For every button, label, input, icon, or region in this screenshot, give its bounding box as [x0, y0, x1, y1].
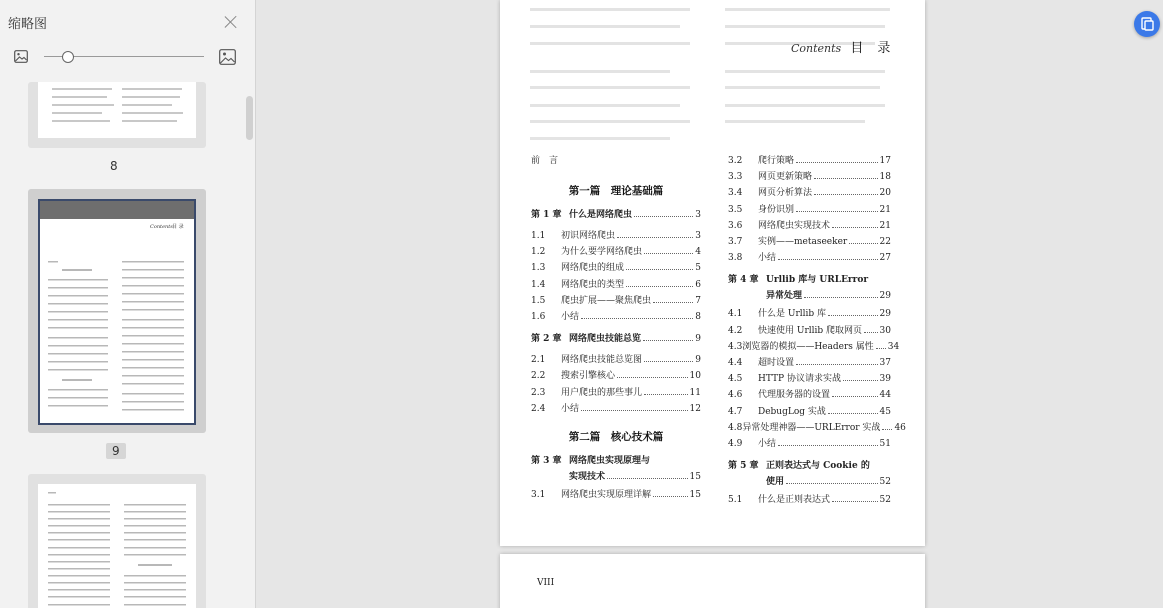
toc-section-entry[interactable]: [728, 206, 891, 215]
toc-section-entry[interactable]: [728, 440, 891, 449]
toc-section-entry[interactable]: [728, 238, 891, 247]
toc-entry-title: 什么是网络爬虫: [569, 210, 633, 220]
toc-section-entry[interactable]: [531, 281, 701, 290]
thumbnail-image: [38, 82, 196, 138]
toc-leader-dots: [796, 162, 878, 163]
toc-chapter-entry[interactable]: [728, 462, 891, 471]
toc-entry-title: 什么是 Urllib 库: [758, 309, 827, 320]
thumbnail-page-10[interactable]: [28, 474, 206, 608]
toc-entry-title: 网页更新策略: [758, 172, 813, 183]
toc-entry-number: 第 2 章: [531, 334, 562, 345]
toc-entry-title: HTTP 协议请求实战: [758, 374, 841, 385]
toc-leader-dots: [786, 483, 878, 484]
toc-entry-title: 为什么要学网络爬虫: [561, 247, 643, 258]
toc-section-entry[interactable]: [531, 313, 701, 322]
toc-entry-page: 30: [879, 325, 891, 336]
toc-entry-title: 正则表达式与 Cookie 的: [766, 461, 870, 472]
toc-leader-dots: [849, 243, 877, 244]
toc-section-entry[interactable]: [531, 232, 701, 241]
toc-entry-title: 快速使用 Urllib 爬取网页: [758, 325, 863, 336]
toc-entry-title: 网络爬虫技能总览: [569, 334, 642, 345]
toc-chapter-entry[interactable]: [531, 473, 701, 482]
toc-preface: 前 言: [531, 156, 559, 166]
thumbnail-image: [38, 199, 196, 425]
toc-entry-number: 4.5: [728, 374, 743, 385]
toc-chapter-entry[interactable]: [728, 276, 891, 285]
toc-section-entry[interactable]: [531, 389, 701, 398]
toc-leader-dots: [634, 216, 693, 217]
page-number: VIII: [537, 578, 555, 588]
toc-leader-dots: [607, 478, 688, 479]
toc-leader-dots: [804, 297, 878, 298]
toc-chapter-entry[interactable]: [728, 292, 891, 301]
toc-leader-dots: [644, 253, 693, 254]
toc-leader-dots: [796, 211, 878, 212]
toc-entry-number: 3.8: [728, 253, 743, 264]
toc-leader-dots: [626, 286, 693, 287]
toc-entry-title: 浏览器的模拟——Headers 属性: [742, 341, 874, 352]
thumbnail-sidebar: [0, 0, 256, 608]
toc-entry-title: 网络爬虫的类型: [561, 279, 625, 290]
toc-leader-dots: [814, 194, 878, 195]
sidebar-scrollbar[interactable]: [246, 96, 253, 140]
toc-entry-page: 9: [695, 355, 701, 366]
document-page-9: [500, 0, 925, 546]
toc-leader-dots: [626, 269, 693, 270]
toc-entry-title: 小结: [561, 403, 580, 414]
toc-entry-page: 29: [879, 291, 891, 302]
toc-entry-number: 3.4: [728, 188, 743, 199]
toc-entry-page: 52: [879, 495, 891, 506]
toc-entry-page: 4: [695, 247, 701, 258]
toc-entry-number: 4.2: [728, 325, 743, 336]
toc-leader-dots: [643, 340, 693, 341]
toc-entry-page: 27: [879, 253, 891, 264]
toc-entry-page: 20: [879, 188, 891, 199]
toc-section-entry[interactable]: [728, 189, 891, 198]
image-large-icon[interactable]: [219, 49, 236, 65]
toc-section-entry[interactable]: [728, 327, 891, 336]
toc-entry-title: 网络爬虫实现原理与: [569, 456, 651, 466]
toc-section-entry[interactable]: [728, 496, 891, 505]
toc-entry-page: 11: [689, 387, 701, 398]
toc-entry-number: 3.2: [728, 156, 743, 166]
toc-entry-title: 代理服务器的设置: [758, 390, 831, 401]
toc-part-title: 第一篇 理论基础篇: [568, 185, 664, 197]
toc-entry-number: 3.1: [531, 490, 546, 500]
toc-chapter-entry[interactable]: [531, 457, 701, 466]
toc-section-entry[interactable]: [728, 254, 891, 263]
toc-leader-dots: [828, 413, 878, 414]
toc-leader-dots: [778, 445, 878, 446]
thumbnail-label: 8: [110, 159, 118, 173]
toc-entry-title: DebugLog 实战: [758, 406, 826, 417]
toc-leader-dots: [828, 315, 878, 316]
toc-entry-page: 10: [689, 371, 701, 382]
toc-section-entry[interactable]: [728, 391, 891, 400]
svg-text:目 录: 目 录: [172, 224, 184, 230]
toc-section-entry[interactable]: [728, 422, 906, 433]
toc-section-entry[interactable]: [728, 173, 891, 182]
toc-entry-page: 44: [879, 390, 891, 401]
toc-entry-title: 爬行策略: [758, 156, 795, 166]
toc-entry-number: 1.3: [531, 263, 546, 274]
toc-leader-dots: [814, 178, 878, 179]
thumbnail-label: 9: [106, 443, 126, 459]
toc-entry-page: 52: [879, 477, 891, 488]
toc-heading: [791, 37, 904, 56]
page-show-through: [500, 0, 925, 160]
toc-leader-dots: [882, 429, 892, 430]
toc-entry-page: 7: [695, 295, 701, 306]
toc-section-entry[interactable]: [531, 372, 701, 381]
toc-leader-dots: [617, 377, 688, 378]
toc-section-entry[interactable]: [728, 359, 891, 368]
toc-entry-title: 超时设置: [758, 358, 795, 368]
toc-chapter-entry[interactable]: [728, 478, 891, 487]
toc-entry-page: 9: [695, 334, 701, 345]
toc-entry-page: 21: [879, 204, 891, 215]
toc-entry-title: 使用: [766, 477, 785, 488]
toc-entry-number: 1.5: [531, 295, 546, 306]
toc-entry-number: 1.6: [531, 312, 546, 322]
toc-entry-title: 网络爬虫实现原理详解: [561, 490, 652, 500]
toc-part-title: 第二篇 核心技术篇: [568, 431, 664, 443]
zoom-slider-handle[interactable]: [62, 51, 74, 63]
toc-leader-dots: [796, 364, 878, 365]
toc-chapter-entry[interactable]: [531, 335, 701, 344]
toc-entry-number: 2.2: [531, 371, 546, 382]
document-page-10: [500, 554, 925, 608]
toc-section-entry[interactable]: [728, 310, 891, 319]
toc-entry-title: 身份识别: [758, 204, 795, 215]
toc-entry-page: 3: [695, 231, 701, 241]
toc-entry-number: 5.1: [728, 495, 743, 506]
toc-entry-number: 4.3: [728, 341, 743, 352]
toc-entry-title: 异常处理神器——URLError 实战: [742, 422, 881, 433]
toc-entry-page: 8: [695, 312, 701, 322]
toc-section-entry[interactable]: [531, 264, 701, 273]
toc-section-entry[interactable]: [728, 157, 891, 166]
toc-entry-number: 4.4: [728, 358, 743, 368]
toc-entry-page: 5: [695, 263, 701, 274]
toc-entry-page: 3: [695, 210, 701, 220]
toc-entry-page: 46: [894, 422, 906, 433]
toc-entry-number: 4.7: [728, 406, 743, 417]
toc-leader-dots: [876, 348, 886, 349]
toc-entry-number: 4.9: [728, 439, 743, 449]
toc-entry-number: 2.1: [531, 355, 546, 366]
close-icon[interactable]: [222, 13, 240, 31]
toc-entry-title: 异常处理: [766, 291, 803, 302]
toc-entry-page: 29: [879, 309, 891, 320]
toc-leader-dots: [653, 496, 688, 497]
app-logo-icon[interactable]: [1134, 11, 1160, 37]
toc-entry-number: 1.4: [531, 279, 546, 290]
toc-entry-page: 15: [689, 472, 701, 482]
toc-section-entry[interactable]: [531, 491, 701, 500]
toc-entry-number: 1.2: [531, 247, 546, 258]
thumbnail-image: [38, 484, 196, 608]
toc-entry-page: 6: [695, 279, 701, 290]
toc-leader-dots: [832, 227, 878, 228]
toc-entry-title: 实例——metaseeker: [758, 237, 848, 247]
toc-chapter-entry[interactable]: [531, 211, 701, 220]
toc-section-entry[interactable]: [531, 248, 701, 257]
image-small-icon[interactable]: [14, 50, 28, 63]
toc-leader-dots: [617, 237, 693, 238]
toc-leader-dots: [653, 302, 693, 303]
toc-section-entry[interactable]: [728, 375, 891, 384]
toc-entry-number: 第 5 章: [728, 461, 759, 472]
toc-entry-number: 3.3: [728, 172, 743, 183]
toc-entry-title: 搜索引擎核心: [561, 371, 616, 382]
toc-entry-number: 第 3 章: [531, 456, 562, 466]
toc-entry-number: 2.4: [531, 403, 546, 414]
toc-leader-dots: [644, 394, 688, 395]
toc-entry-number: 3.5: [728, 204, 743, 215]
toc-section-entry[interactable]: [728, 222, 891, 231]
toc-entry-number: 3.6: [728, 220, 743, 231]
toc-entry-page: 18: [879, 172, 891, 183]
toc-entry-page: 51: [879, 439, 891, 449]
toc-entry-title: 小结: [758, 253, 777, 264]
thumbnail-page-8[interactable]: [28, 82, 206, 148]
toc-entry-page: 12: [689, 403, 701, 414]
toc-leader-dots: [832, 501, 878, 502]
toc-section-entry[interactable]: [728, 341, 900, 352]
toc-entry-title: Urllib 库与 URLError: [766, 275, 869, 286]
toc-entry-number: 第 4 章: [728, 275, 759, 286]
toc-entry-title: 网络爬虫的组成: [561, 263, 625, 274]
toc-leader-dots: [843, 380, 878, 381]
toc-entry-title: 初识网络爬虫: [561, 231, 616, 241]
thumbnail-page-9[interactable]: [28, 189, 206, 433]
toc-leader-dots: [778, 259, 878, 260]
toc-section-entry[interactable]: [531, 356, 701, 365]
toc-leader-dots: [864, 332, 878, 333]
toc-entry-number: 2.3: [531, 387, 546, 398]
toc-leader-dots: [644, 361, 693, 362]
toc-entry-page: 15: [689, 490, 701, 500]
toc-entry-title: 小结: [561, 312, 580, 322]
sidebar-title: 缩略图: [8, 17, 48, 32]
toc-leader-dots: [832, 396, 878, 397]
toc-entry-number: 3.7: [728, 237, 743, 247]
toc-entry-page: 39: [879, 374, 891, 385]
toc-entry-title: 网页分析算法: [758, 188, 813, 199]
toc-heading-script: Contents: [791, 42, 842, 55]
toc-entry-title: 实现技术: [569, 472, 606, 482]
toc-entry-title: 什么是正则表达式: [758, 495, 831, 506]
toc-entry-number: 4.8: [728, 422, 743, 433]
toc-entry-page: 45: [879, 406, 891, 417]
toc-entry-page: 34: [887, 341, 900, 352]
toc-entry-title: 网络爬虫技能总览图: [561, 355, 643, 366]
toc-entry-title: 网络爬虫实现技术: [758, 220, 831, 231]
toc-leader-dots: [581, 410, 688, 411]
toc-entry-page: 22: [879, 237, 891, 247]
toc-section-entry[interactable]: [531, 297, 701, 306]
toc-entry-number: 第 1 章: [531, 210, 562, 220]
toc-entry-number: 1.1: [531, 231, 546, 241]
toc-entry-page: 37: [879, 358, 891, 368]
toc-entry-title: 用户爬虫的那些事儿: [561, 387, 643, 398]
toc-section-entry[interactable]: [728, 408, 891, 417]
toc-entry-page: 21: [879, 220, 891, 231]
toc-entry-page: 17: [879, 156, 891, 166]
toc-entry-number: 4.1: [728, 309, 743, 320]
toc-entry-title: 爬虫扩展——聚焦爬虫: [561, 295, 652, 306]
toc-entry-number: 4.6: [728, 390, 743, 401]
toc-section-entry[interactable]: [531, 405, 701, 414]
toc-leader-dots: [581, 318, 693, 319]
svg-text:Contents: Contents: [150, 224, 173, 230]
toc-entry-title: 小结: [758, 439, 777, 449]
toc-heading-cn: 目录: [850, 41, 905, 56]
